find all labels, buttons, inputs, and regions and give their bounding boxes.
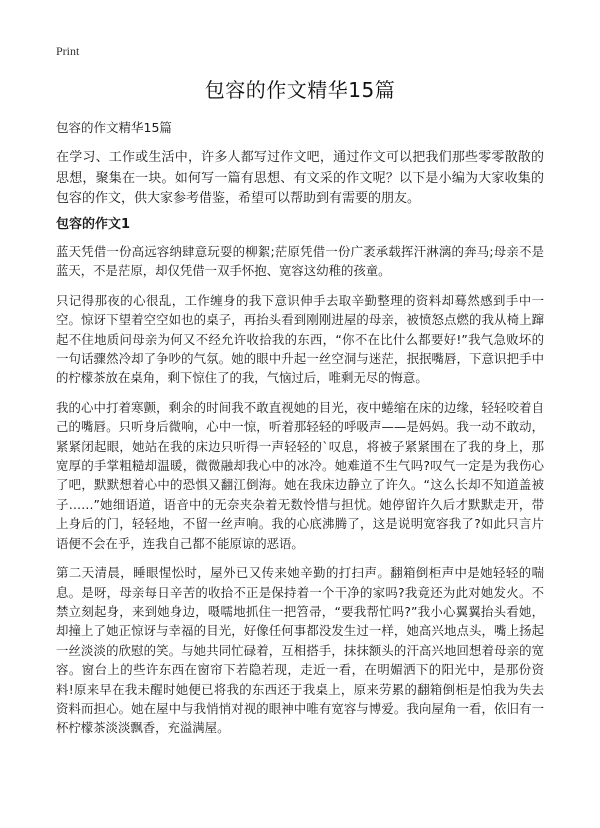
body-paragraph: 蓝天凭借一份高远容纳肆意玩耍的柳絮;茫原凭借一份广袤承载挥汗淋漓的奔马;母亲不是蓝天，不是茫原，却仅凭借一双手怀抱、宽容这幼稚的孩童。 [56,244,544,279]
body-paragraph: 只记得那夜的心很乱，工作缠身的我下意识伸手去取辛勤整理的资料却蓦然感到手中一空。惊讶下望着空空如也的桌子，再抬头看到刚刚进屋的母亲，被愤怒点燃的我从椅上蹿起不住地质问母亲为何又不经允许收拾我的东西，“你不在比什么都要好!”我气急败坏的一句话骤然冷却了争吵的气氛。她的眼中升起一丝空洞与迷茫，抿抿嘴唇，下意识把手中的柠檬茶放在桌角，剩下惊住了的我，气恼过后，唯剩无尽的悔意。 [56,292,544,386]
body-paragraph: 第二天清晨，睡眼惺忪时，屋外已又传来她辛勤的打扫声。翻箱倒柜声中是她轻轻的喘息。是呀，母亲每日辛苦的收拾不正是保持着一个干净的家吗?我竟还为此对她发火。不禁立刻起身，来到她身边，嗫嚅地抓住一把笤帚，“要我帮忙吗?”我小心翼翼抬头看她，却撞上了她正惊讶与幸福的目光，好像任何事都没发生过一样，她高兴地点头，嘴上扬起一丝淡淡的欣慰的笑。与她共同忙碌着，互相搭手，抹抹额头的汗高兴地回想着母亲的宽容。窗台上的些许东西在窗帘下若隐若现，走近一看，在明媚洒下的阳光中，是那份资料!原来早在我未醒时她便已将我的东西还于我桌上，原来劳累的翻箱倒柜是怕我为失去资料而担心。她在屋中与我悄悄对视的眼神中唯有宽容与博爱。我向屋角一看，依旧有一杯柠檬茶淡淡飘香，充溢满屋。 [56,565,544,736]
section-heading: 包容的作文1 [56,217,131,232]
document-subtitle: 包容的作文精华15篇 [56,120,172,135]
intro-paragraph: 在学习、工作或生活中，许多人都写过作文吧，通过作文可以把我们那些零零散散的思想，聚集在一块。如何写一篇有思想、有文采的作文呢？以下是小编为大家收集的包容的作文，供大家参考借鉴，希望可以帮助到有需要的朋友。 [56,150,544,206]
article-body [56,242,544,748]
body-paragraph: 我的心中打着寒颤，剩余的时间我不敢直视她的目光，夜中蜷缩在床的边缘，轻轻咬着自己的嘴唇。只听身后微响，心中一惊，听着那轻轻的呼吸声——是妈妈。我一动不敢动，紧紧闭起眼，她站在我的床边只听得一声轻轻的`叹息，将被子紧紧围在了我的身上，那宽厚的手掌粗糙却温暖，微微融却我心中的冰冷。她难道不生气吗?叹气一定是为我伤心了吧，默默想着心中的恐惧又翻江倒海。她在我床边静立了许久。“这么长却不知道盖被子……”她细语道，语音中的无奈夹杂着无数怜惜与担忧。她停留许久后才默默走开，带上身后的门，轻轻地，不留一丝声响。我的心底沸腾了，这是说明宽容我了?如此只言片语便不会在乎，连我自己都不能原谅的恶语。 [56,399,544,551]
document-title: 包容的作文精华15篇 [204,78,396,102]
print-link[interactable]: Print [56,44,80,58]
